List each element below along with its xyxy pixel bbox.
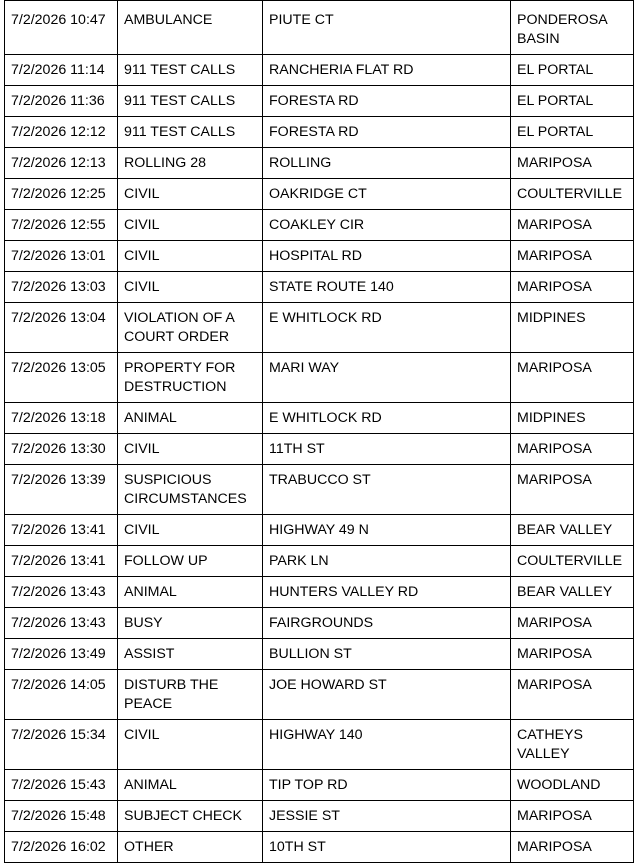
table-row xyxy=(5,670,634,720)
location-cell: TRABUCCO ST xyxy=(263,465,511,515)
call-type-cell: ASSIST xyxy=(118,639,263,670)
call-type-cell: 911 TEST CALLS xyxy=(118,55,263,86)
datetime-cell: 7/2/2026 15:43 xyxy=(5,770,118,801)
city-cell: MARIPOSA xyxy=(511,241,634,272)
city-cell: MARIPOSA xyxy=(511,608,634,639)
call-type-cell: DISTURB THE PEACE xyxy=(118,670,263,720)
location-cell: E WHITLOCK RD xyxy=(263,303,511,353)
datetime-cell: 7/2/2026 13:49 xyxy=(5,639,118,670)
table-row xyxy=(5,1,634,55)
call-type-cell: FOLLOW UP xyxy=(118,546,263,577)
location-cell: PIUTE CT xyxy=(263,1,511,55)
city-cell: EL PORTAL xyxy=(511,55,634,86)
location-cell: HIGHWAY 49 N xyxy=(263,515,511,546)
datetime-cell: 7/2/2026 12:13 xyxy=(5,148,118,179)
location-cell: OAKRIDGE CT xyxy=(263,179,511,210)
table-row xyxy=(5,55,634,86)
datetime-cell: 7/2/2026 13:01 xyxy=(5,241,118,272)
city-cell: MARIPOSA xyxy=(511,434,634,465)
call-type-cell: SUSPICIOUS CIRCUMSTANCES xyxy=(118,465,263,515)
city-cell: MARIPOSA xyxy=(511,832,634,863)
city-cell: EL PORTAL xyxy=(511,117,634,148)
location-cell: BULLION ST xyxy=(263,639,511,670)
table-row xyxy=(5,303,634,353)
datetime-cell: 7/2/2026 12:25 xyxy=(5,179,118,210)
location-cell: PARK LN xyxy=(263,546,511,577)
datetime-cell: 7/2/2026 11:14 xyxy=(5,55,118,86)
call-type-cell: PROPERTY FOR DESTRUCTION xyxy=(118,353,263,403)
table-row xyxy=(5,272,634,303)
call-type-cell: CIVIL xyxy=(118,434,263,465)
datetime-cell: 7/2/2026 13:18 xyxy=(5,403,118,434)
table-row xyxy=(5,465,634,515)
call-type-cell: OTHER xyxy=(118,832,263,863)
location-cell: RANCHERIA FLAT RD xyxy=(263,55,511,86)
datetime-cell: 7/2/2026 15:48 xyxy=(5,801,118,832)
table-row xyxy=(5,577,634,608)
table-row xyxy=(5,608,634,639)
city-cell: MARIPOSA xyxy=(511,670,634,720)
table-row xyxy=(5,241,634,272)
call-type-cell: ANIMAL xyxy=(118,770,263,801)
city-cell: MIDPINES xyxy=(511,403,634,434)
datetime-cell: 7/2/2026 13:43 xyxy=(5,608,118,639)
city-cell: CATHEYS VALLEY xyxy=(511,720,634,770)
table-row xyxy=(5,801,634,832)
location-cell: HIGHWAY 140 xyxy=(263,720,511,770)
location-cell: STATE ROUTE 140 xyxy=(263,272,511,303)
call-type-cell: VIOLATION OF A COURT ORDER xyxy=(118,303,263,353)
datetime-cell: 7/2/2026 15:34 xyxy=(5,720,118,770)
datetime-cell: 7/2/2026 14:05 xyxy=(5,670,118,720)
table-row xyxy=(5,720,634,770)
table-row xyxy=(5,832,634,863)
city-cell: EL PORTAL xyxy=(511,86,634,117)
location-cell: 11TH ST xyxy=(263,434,511,465)
table-row xyxy=(5,86,634,117)
datetime-cell: 7/2/2026 11:36 xyxy=(5,86,118,117)
location-cell: E WHITLOCK RD xyxy=(263,403,511,434)
city-cell: MARIPOSA xyxy=(511,148,634,179)
table-row xyxy=(5,639,634,670)
table-row xyxy=(5,353,634,403)
call-log-table xyxy=(4,0,634,863)
call-type-cell: ROLLING 28 xyxy=(118,148,263,179)
call-type-cell: ANIMAL xyxy=(118,577,263,608)
call-type-cell: CIVIL xyxy=(118,515,263,546)
city-cell: WOODLAND xyxy=(511,770,634,801)
city-cell: COULTERVILLE xyxy=(511,546,634,577)
call-type-cell: CIVIL xyxy=(118,241,263,272)
datetime-cell: 7/2/2026 10:47 xyxy=(5,1,118,55)
datetime-cell: 7/2/2026 13:43 xyxy=(5,577,118,608)
location-cell: JOE HOWARD ST xyxy=(263,670,511,720)
datetime-cell: 7/2/2026 13:04 xyxy=(5,303,118,353)
location-cell: COAKLEY CIR xyxy=(263,210,511,241)
city-cell: BEAR VALLEY xyxy=(511,577,634,608)
location-cell: TIP TOP RD xyxy=(263,770,511,801)
location-cell: FORESTA RD xyxy=(263,117,511,148)
call-type-cell: ANIMAL xyxy=(118,403,263,434)
location-cell: 10TH ST xyxy=(263,832,511,863)
datetime-cell: 7/2/2026 12:12 xyxy=(5,117,118,148)
call-type-cell: CIVIL xyxy=(118,720,263,770)
call-log-body xyxy=(5,1,634,863)
call-type-cell: CIVIL xyxy=(118,210,263,241)
city-cell: BEAR VALLEY xyxy=(511,515,634,546)
city-cell: MARIPOSA xyxy=(511,801,634,832)
city-cell: MARIPOSA xyxy=(511,465,634,515)
datetime-cell: 7/2/2026 16:02 xyxy=(5,832,118,863)
city-cell: MIDPINES xyxy=(511,303,634,353)
location-cell: ROLLING xyxy=(263,148,511,179)
location-cell: FORESTA RD xyxy=(263,86,511,117)
location-cell: FAIRGROUNDS xyxy=(263,608,511,639)
call-type-cell: CIVIL xyxy=(118,179,263,210)
city-cell: COULTERVILLE xyxy=(511,179,634,210)
table-row xyxy=(5,179,634,210)
table-row xyxy=(5,434,634,465)
city-cell: MARIPOSA xyxy=(511,272,634,303)
call-type-cell: SUBJECT CHECK xyxy=(118,801,263,832)
datetime-cell: 7/2/2026 13:39 xyxy=(5,465,118,515)
call-type-cell: AMBULANCE xyxy=(118,1,263,55)
table-row xyxy=(5,770,634,801)
call-type-cell: CIVIL xyxy=(118,272,263,303)
table-row xyxy=(5,546,634,577)
city-cell: MARIPOSA xyxy=(511,210,634,241)
table-row xyxy=(5,210,634,241)
table-row xyxy=(5,515,634,546)
datetime-cell: 7/2/2026 13:41 xyxy=(5,515,118,546)
city-cell: PONDEROSA BASIN xyxy=(511,1,634,55)
location-cell: MARI WAY xyxy=(263,353,511,403)
city-cell: MARIPOSA xyxy=(511,353,634,403)
table-row xyxy=(5,148,634,179)
datetime-cell: 7/2/2026 13:03 xyxy=(5,272,118,303)
call-type-cell: 911 TEST CALLS xyxy=(118,117,263,148)
location-cell: HUNTERS VALLEY RD xyxy=(263,577,511,608)
location-cell: JESSIE ST xyxy=(263,801,511,832)
table-row xyxy=(5,403,634,434)
location-cell: HOSPITAL RD xyxy=(263,241,511,272)
city-cell: MARIPOSA xyxy=(511,639,634,670)
call-type-cell: 911 TEST CALLS xyxy=(118,86,263,117)
datetime-cell: 7/2/2026 13:05 xyxy=(5,353,118,403)
table-row xyxy=(5,117,634,148)
call-type-cell: BUSY xyxy=(118,608,263,639)
datetime-cell: 7/2/2026 12:55 xyxy=(5,210,118,241)
datetime-cell: 7/2/2026 13:41 xyxy=(5,546,118,577)
datetime-cell: 7/2/2026 13:30 xyxy=(5,434,118,465)
